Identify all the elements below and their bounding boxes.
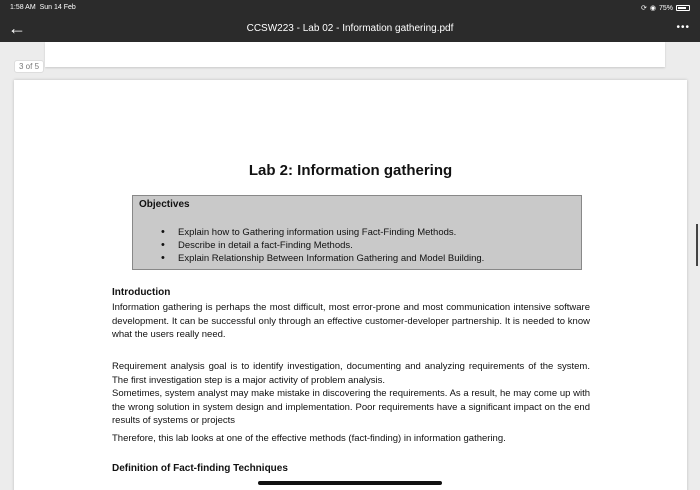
time-label: 1:58 AM [10,4,36,11]
paragraph: Therefore, this lab looks at one of the effective methods (fact-finding) in information gathering. [112,433,506,444]
paragraph: Sometimes, system analyst may make mistake in discovering the requirements. As a result, he may come up with the wrong solution in system design and implementation. Poor requirements have a significant impact on the end results of systems or projects [112,388,590,427]
nav-bar [0,16,700,42]
scroll-handle[interactable] [696,224,698,266]
list-item: • Explain how to Gathering information using Fact-Finding Methods. [161,226,484,239]
battery-fill [678,7,686,9]
more-dots-icon: ••• [676,22,690,33]
pdf-page[interactable] [14,80,687,490]
page-title: Lab 2: Information gathering [248,162,453,179]
paragraph: Requirement analysis goal is to identify investigation, documenting and analyzing requirements of the system. The first investigation step is a major activity of problem analysis. [112,361,590,386]
list-item: • Explain Relationship Between Information Gathering and Model Building. [161,252,484,265]
page-indicator: 3 of 5 [14,60,44,73]
battery-percent: 75% [658,4,673,12]
more-options-button[interactable] [676,22,690,33]
document-title: CCSW223 - Lab 02 - Information gathering.pdf [246,23,454,34]
objectives-title: Objectives [139,199,190,210]
list-item: • Describe in detail a fact-Finding Methods. [161,239,484,252]
status-bar [0,0,700,16]
date-label: Sun 14 Feb [39,4,76,11]
home-indicator[interactable] [258,481,442,485]
battery-icon [676,5,690,11]
back-arrow-icon: ← [8,18,26,38]
status-icons [641,4,690,12]
focus-icon: ◉ [649,5,656,12]
previous-page[interactable] [45,42,665,67]
status-time [10,4,76,11]
introduction-title: Introduction [112,287,171,298]
objectives-box [132,195,582,270]
screen-rotation-icon: ⟳ [641,5,647,12]
objectives-list [161,226,484,265]
section-title: Definition of Fact-finding Techniques [112,463,288,474]
paragraph: Information gathering is perhaps the most difficult, most error-prone and most communication intensive software development. It can be successful only through an effective customer-developer partnership. It is needed to know what the users really need. [112,302,590,341]
